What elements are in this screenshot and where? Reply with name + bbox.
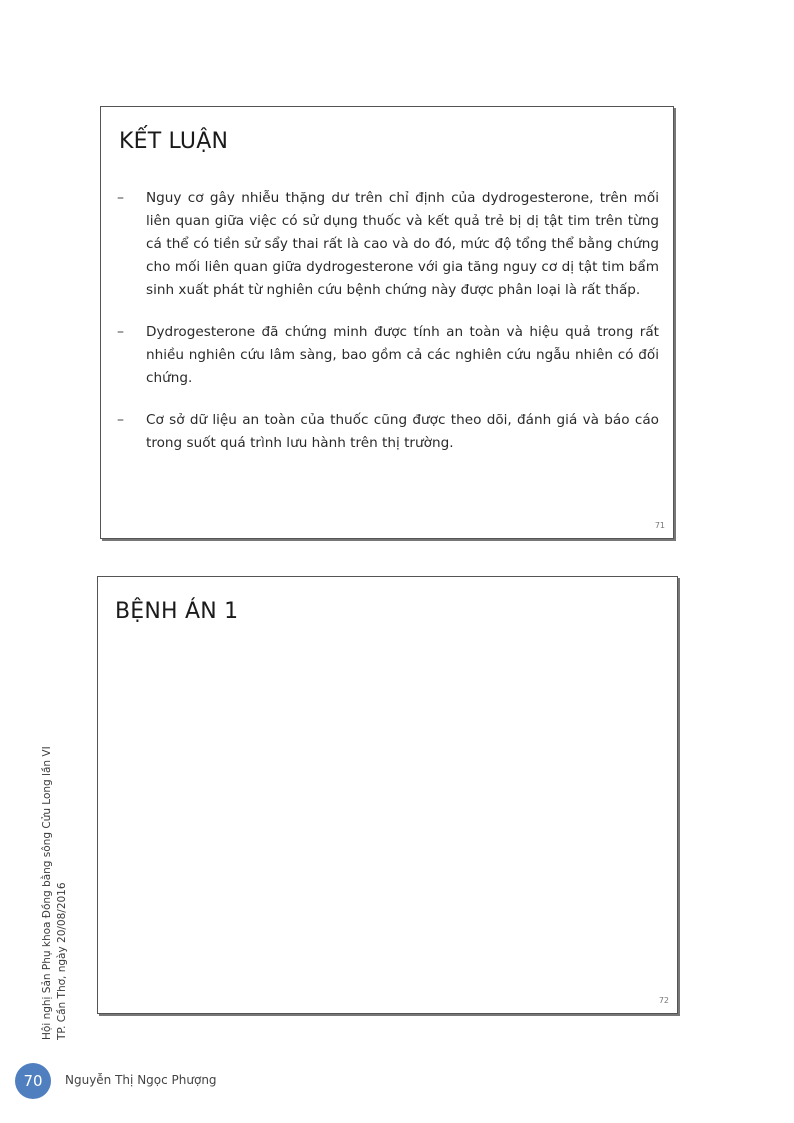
bullet-item [117, 187, 659, 302]
bullet-marker: – [117, 190, 124, 206]
conference-location-date: TP. Cần Thơ, ngày 20/08/2016 [56, 882, 68, 1040]
author-name: Nguyễn Thị Ngọc Phượng [65, 1073, 217, 1087]
bullet-text: Cơ sở dữ liệu an toàn của thuốc cũng được theo dõi, đánh giá và báo cáo trong suốt quá trình lưu hành trên thị trường. [146, 412, 659, 451]
page-number-badge: 70 [15, 1063, 51, 1099]
bullet-item [117, 321, 659, 390]
bullet-list [117, 187, 659, 474]
slide-number: 71 [654, 521, 665, 530]
bullet-text: Dydrogesterone đã chứng minh được tính an toàn và hiệu quả trong rất nhiều nghiên cứu lâm sàng, bao gồm cả các nghiên cứu ngẫu nhiên có đối chứng. [146, 324, 659, 386]
bullet-marker: – [117, 412, 124, 428]
slide-title: KẾT LUẬN [119, 129, 229, 154]
slide-number: 72 [658, 996, 669, 1005]
conference-name: Hội nghị Sản Phụ khoa Đồng bằng sông Cửu Long lần VI [41, 746, 53, 1040]
conference-sidebar [40, 746, 70, 1040]
bullet-item [117, 409, 659, 455]
slide-benh-an-1 [97, 576, 678, 1014]
slide-ket-luan [100, 106, 674, 539]
bullet-text: Nguy cơ gây nhiễu thặng dư trên chỉ định của dydrogesterone, trên mối liên quan giữa việc có sử dụng thuốc và kết quả trẻ bị dị tật tim trên từng cá thể có tiền sử sẩy thai rất là cao và do đó, mức độ tổng thể bằng chứng cho mối liên quan giữa dydrogesterone với gia tăng nguy cơ dị tật tim bẩm sinh xuất phát từ nghiên cứu bệnh chứng này được phân loại là rất thấp. [146, 190, 659, 298]
bullet-marker: – [117, 324, 124, 340]
slide-title: BỆNH ÁN 1 [115, 599, 239, 624]
